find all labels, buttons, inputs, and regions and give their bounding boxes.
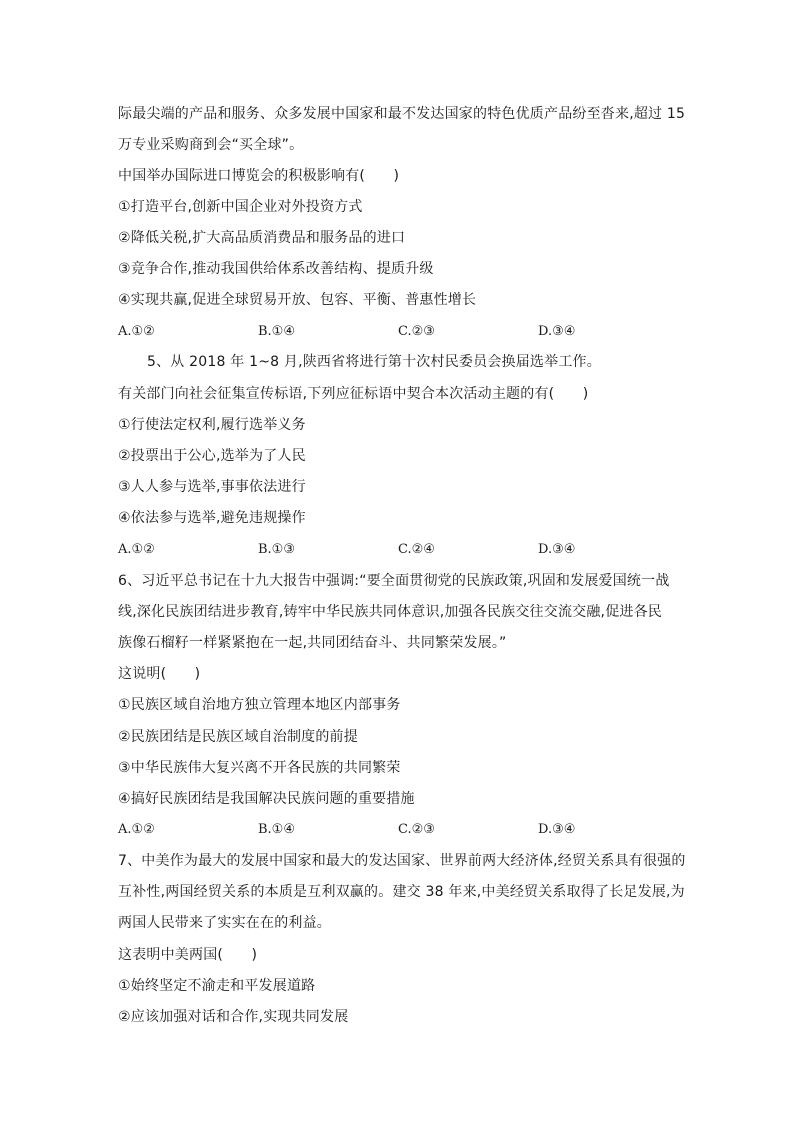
q5-question: 有关部门向社会征集宣传标语,下列应征标语中契合本次活动主题的有( ) — [118, 386, 589, 402]
q6-stem-line-3: 族像石榴籽一样紧紧抱在一起,共同团结奋斗、共同繁荣发展。” — [118, 635, 507, 651]
q6-option-a: A.①② — [118, 822, 155, 837]
q6-option-b: B.①④ — [258, 822, 295, 837]
q3-option-c: C.②③ — [398, 324, 435, 339]
q3-stem-line-2: 万专业采购商到会“买全球”。 — [118, 137, 304, 153]
q3-question: 中国举办国际进口博览会的积极影响有( ) — [118, 168, 400, 184]
q3-option-d: D.③④ — [538, 324, 576, 339]
q5-option-d: D.③④ — [538, 542, 576, 557]
q5-option-c: C.②④ — [398, 542, 435, 557]
q3-option-b: B.①④ — [258, 324, 295, 339]
q3-option-a: A.①② — [118, 324, 155, 339]
q7-stem-line-3: 两国人民带来了实实在在的利益。 — [118, 915, 331, 931]
q3-item-2: ②降低关税,扩大高品质消费品和服务品的进口 — [118, 230, 406, 246]
q7-item-1: ①始终坚定不渝走和平发展道路 — [118, 978, 316, 994]
q3-item-3: ③竞争合作,推动我国供给体系改善结构、提质升级 — [118, 261, 434, 277]
q7-question: 这表明中美两国( ) — [118, 947, 258, 963]
q5-option-a: A.①② — [118, 542, 155, 557]
q7-item-2: ②应该加强对话和合作,实现共同发展 — [118, 1009, 349, 1025]
q6-option-d: D.③④ — [538, 822, 576, 837]
q6-option-c: C.②③ — [398, 822, 435, 837]
q6-stem-line-2: 线,深化民族团结进步教育,铸牢中华民族共同体意识,加强各民族交往交流交融,促进各民 — [118, 604, 662, 620]
q6-item-4: ④搞好民族团结是我国解决民族问题的重要措施 — [118, 791, 415, 807]
q7-stem-line-1: 7、中美作为最大的发展中国家和最大的发达国家、世界前两大经济体,经贸关系具有很强的 — [118, 853, 686, 869]
q5-item-4: ④依法参与选举,避免违规操作 — [118, 510, 306, 526]
q6-item-2: ②民族团结是民族区域自治制度的前提 — [118, 729, 358, 745]
q3-item-1: ①打造平台,创新中国企业对外投资方式 — [118, 199, 363, 215]
q6-stem-line-1: 6、习近平总书记在十九大报告中强调:“要全面贯彻党的民族政策,巩固和发展爱国统一战 — [118, 573, 670, 589]
q6-question: 这说明( ) — [118, 666, 201, 682]
q5-item-2: ②投票出于公心,选举为了人民 — [118, 448, 306, 464]
q3-stem-line-1: 际最尖端的产品和服务、众多发展中国家和最不发达国家的特色优质产品纷至沓来,超过 15 — [118, 106, 686, 122]
q5-item-3: ③人人参与选举,事事依法进行 — [118, 479, 306, 495]
q6-item-3: ③中华民族伟大复兴离不开各民族的共同繁荣 — [118, 760, 401, 776]
q7-stem-line-2: 互补性,两国经贸关系的本质是互利双赢的。建交 38 年来,中美经贸关系取得了长足发展,为 — [118, 884, 685, 900]
q5-item-1: ①行使法定权利,履行选举义务 — [118, 417, 306, 433]
q5-stem-line-1: 5、从 2018 年 1~8 月,陕西省将进行第十次村民委员会换届选举工作。 — [147, 354, 601, 370]
q6-item-1: ①民族区域自治地方独立管理本地区内部事务 — [118, 697, 401, 713]
q3-item-4: ④实现共赢,促进全球贸易开放、包容、平衡、普惠性增长 — [118, 292, 477, 308]
q5-option-b: B.①③ — [258, 542, 295, 557]
